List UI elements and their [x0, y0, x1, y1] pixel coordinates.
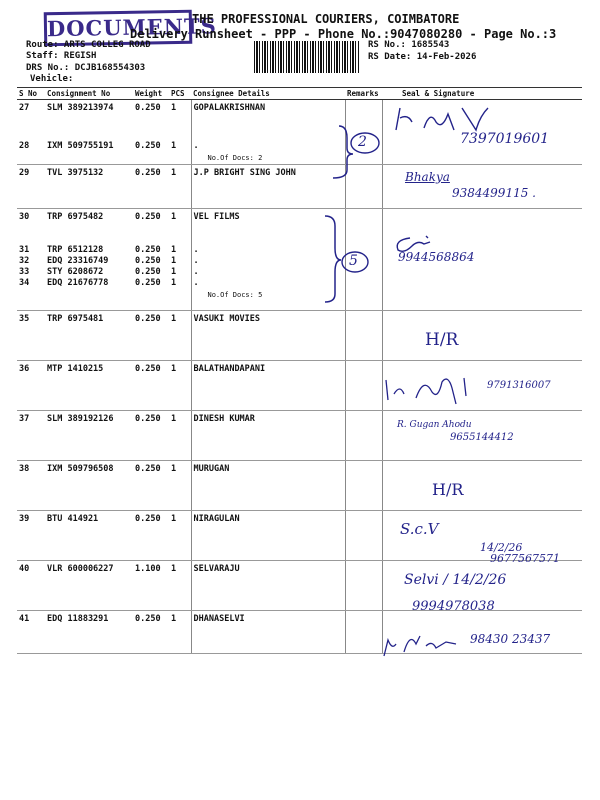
- cell-wt-line: 0.250: [135, 614, 161, 624]
- phone-1: 7397019601: [460, 131, 550, 147]
- cell-pcs-line: 1: [171, 314, 177, 324]
- cell-details-line: .: [193, 267, 199, 277]
- cell-remarks: [345, 361, 382, 411]
- cell-pcs-line: 1: [171, 278, 177, 288]
- signature-7: Selvi / 14/2/26: [404, 572, 507, 588]
- cell-pcs-line: 1: [171, 514, 177, 524]
- cell-details-line: [194, 234, 343, 245]
- remarks-brackets: [325, 98, 385, 318]
- cell-sno: [17, 209, 45, 311]
- cell-details-line: DINESH KUMAR: [193, 414, 255, 424]
- table-body: [17, 100, 582, 654]
- cell-pcs: [169, 611, 191, 654]
- cell-sno-line: 29: [19, 168, 30, 178]
- documents-stamp: DOCUMENTS: [44, 10, 193, 47]
- cell-signature: [382, 311, 582, 361]
- docs-count: No.Of Docs: 2: [207, 154, 263, 162]
- cell-pcs-line: [171, 234, 189, 245]
- cell-cons-line: STY 6208672: [47, 267, 104, 277]
- cell-wt: [133, 411, 169, 461]
- col-pcs: PCS: [169, 88, 191, 100]
- cell-pcs-line: 1: [171, 267, 177, 277]
- hr-mark-2: H/R: [432, 480, 464, 499]
- cell-sno-line: 35: [19, 314, 30, 324]
- table-row: [17, 461, 582, 511]
- staff-label: Staff: REGISH: [26, 51, 97, 61]
- cell-wt-line: 0.250: [135, 141, 161, 151]
- vehicle-label: Vehicle:: [30, 74, 74, 84]
- cell-wt-line: 0.250: [135, 364, 161, 374]
- cell-details-line: [194, 223, 343, 234]
- cell-sno-line: 38: [19, 464, 30, 474]
- company-title: THE PROFESSIONAL COURIERS, COIMBATORE: [192, 12, 460, 26]
- cell-cons-line: [47, 234, 131, 245]
- cell-pcs: [169, 361, 191, 411]
- cell-signature: [382, 461, 582, 511]
- cell-details-line: DHANASELVI: [193, 614, 245, 624]
- phone-5: 9655144412: [450, 432, 514, 443]
- cell-details-line: .: [193, 245, 199, 255]
- cell-cons-line: TRP 6975482: [47, 212, 104, 222]
- cell-cons: [45, 361, 133, 411]
- cell-pcs-line: [171, 223, 189, 234]
- cell-cons-line: VLR 600006227: [47, 564, 114, 574]
- cell-cons: [45, 311, 133, 361]
- cell-cons-line: MTP 1410215: [47, 364, 104, 374]
- cell-pcs-line: 1: [171, 364, 177, 374]
- cell-cons: [45, 411, 133, 461]
- cell-wt: [133, 511, 169, 561]
- runsheet-table: [17, 87, 582, 654]
- cell-wt-line: 1.100: [135, 564, 161, 574]
- cell-sno-line: 41: [19, 614, 30, 624]
- cell-wt-line: 0.250: [135, 267, 161, 277]
- cell-sno: [17, 511, 45, 561]
- cell-cons: [45, 611, 133, 654]
- cell-details-line: VEL FILMS: [193, 212, 240, 222]
- cell-wt: [133, 461, 169, 511]
- cell-wt: [133, 209, 169, 311]
- cell-pcs: [169, 311, 191, 361]
- cell-wt-line: 0.250: [135, 245, 161, 255]
- cell-details: [191, 165, 345, 209]
- cell-details: [191, 361, 345, 411]
- cell-details-line: MURUGAN: [193, 464, 230, 474]
- cell-cons: [45, 461, 133, 511]
- route-label: Route: ARTS COLLEG ROAD: [26, 40, 151, 50]
- cell-cons-line: TRP 6512128: [47, 245, 104, 255]
- cell-sno: [17, 611, 45, 654]
- cell-sno: [17, 461, 45, 511]
- cell-details-line: .: [193, 141, 199, 151]
- cell-wt: [133, 100, 169, 165]
- cell-details-line: .: [193, 278, 199, 288]
- remark-docs-count-2: 5: [349, 253, 358, 269]
- phone-2: 9384499115 .: [452, 186, 536, 200]
- cell-sno: [17, 165, 45, 209]
- cell-sno-line: 27: [19, 103, 30, 113]
- col-details: Consignee Details: [191, 88, 345, 100]
- cell-details: [191, 311, 345, 361]
- cell-details-line: GOPALAKRISHNAN: [193, 103, 266, 113]
- cell-wt: [133, 611, 169, 654]
- col-sno: S No: [17, 88, 45, 100]
- cell-cons-line: SLM 389192126: [47, 414, 114, 424]
- cell-details: [191, 611, 345, 654]
- col-consignment: Consignment No: [45, 88, 133, 100]
- cell-wt-line: 0.250: [135, 414, 161, 424]
- cell-pcs-line: 1: [171, 245, 177, 255]
- cell-sno-line: 28: [19, 141, 30, 151]
- cell-pcs-line: 1: [171, 614, 177, 624]
- cell-pcs-line: 1: [171, 464, 177, 474]
- cell-details: [191, 561, 345, 611]
- cell-remarks: [345, 561, 382, 611]
- cell-details-line: NIRAGULAN: [193, 514, 240, 524]
- phone-8: 98430 23437: [470, 632, 551, 646]
- cell-cons-line: IXM 509796508: [47, 464, 114, 474]
- table-row: [17, 311, 582, 361]
- cell-sno-line: 36: [19, 364, 30, 374]
- cell-remarks: [345, 611, 382, 654]
- cell-wt-line: 0.250: [135, 464, 161, 474]
- cell-cons: [45, 511, 133, 561]
- cell-wt-line: 0.250: [135, 168, 161, 178]
- cell-cons-line: EDQ 11883291: [47, 614, 109, 624]
- cell-sno-line: 34: [19, 278, 30, 288]
- cell-wt: [133, 561, 169, 611]
- cell-cons: [45, 165, 133, 209]
- cell-sno: [17, 100, 45, 165]
- cell-sno-line: 37: [19, 414, 30, 424]
- name-5: R. Gugan Ahodu: [397, 420, 472, 430]
- signature-2: Bhakya: [405, 170, 450, 184]
- phone-6: 9677567571: [490, 552, 560, 565]
- rs-date: RS Date: 14-Feb-2026: [368, 52, 477, 62]
- cell-pcs-line: 1: [171, 168, 177, 178]
- cell-cons-line: TRP 6975481: [47, 314, 104, 324]
- docs-count: No.Of Docs: 5: [207, 291, 263, 299]
- cell-remarks: [345, 311, 382, 361]
- cell-sno: [17, 561, 45, 611]
- signature-8: [380, 622, 470, 658]
- cell-pcs-line: 1: [171, 256, 177, 266]
- cell-wt: [133, 165, 169, 209]
- cell-sno-line: 30: [19, 212, 30, 222]
- cell-details: [191, 100, 345, 165]
- cell-pcs: [169, 511, 191, 561]
- cell-sno: [17, 411, 45, 461]
- cell-sno-line: [19, 223, 43, 234]
- table-row: [17, 209, 582, 311]
- col-weight: Weight: [133, 88, 169, 100]
- cell-wt: [133, 361, 169, 411]
- signature-6: S.c.V: [400, 520, 439, 538]
- cell-cons-line: SLM 389213974: [47, 103, 114, 113]
- col-remarks: Remarks: [345, 88, 382, 100]
- rs-number: RS No.: 1685543: [368, 40, 450, 50]
- runsheet-subtitle: Delivery Runsheet - PPP - Phone No.:9047080280 - Page No.:3: [130, 27, 557, 41]
- cell-pcs: [169, 411, 191, 461]
- phone-3: 9944568864: [398, 250, 475, 264]
- cell-pcs: [169, 461, 191, 511]
- phone-4: 9791316007: [487, 380, 551, 391]
- cell-details-line: SELVARAJU: [193, 564, 240, 574]
- cell-wt-line: 0.250: [135, 103, 161, 113]
- cell-details: [191, 511, 345, 561]
- cell-pcs-line: 1: [171, 212, 177, 222]
- cell-cons-line: TVL 3975132: [47, 168, 104, 178]
- cell-cons-line: EDQ 21676778: [47, 278, 109, 288]
- cell-pcs: [169, 165, 191, 209]
- cell-remarks: [345, 461, 382, 511]
- cell-details: [191, 411, 345, 461]
- table-header: [17, 88, 582, 100]
- cell-pcs: [169, 209, 191, 311]
- cell-pcs-line: 1: [171, 141, 177, 151]
- barcode: [254, 41, 360, 73]
- cell-sno-line: 39: [19, 514, 30, 524]
- cell-wt-line: 0.250: [135, 212, 161, 222]
- cell-cons: [45, 209, 133, 311]
- cell-remarks: [345, 511, 382, 561]
- cell-sno-line: [19, 234, 43, 245]
- signature-4: [380, 370, 490, 406]
- cell-details-line: J.P BRIGHT SING JOHN: [193, 168, 296, 178]
- cell-pcs: [169, 561, 191, 611]
- cell-wt: [133, 311, 169, 361]
- phone-7: 9994978038: [412, 599, 495, 614]
- cell-wt-line: [135, 234, 167, 245]
- cell-remarks: [345, 411, 382, 461]
- cell-wt-line: 0.250: [135, 314, 161, 324]
- cell-cons-line: [47, 223, 131, 234]
- col-signature: Seal & Signature: [382, 88, 582, 100]
- cell-cons: [45, 100, 133, 165]
- cell-cons: [45, 561, 133, 611]
- cell-wt-line: 0.250: [135, 256, 161, 266]
- cell-sno-line: 40: [19, 564, 30, 574]
- cell-sno-line: 32: [19, 256, 30, 266]
- cell-sno-line: 31: [19, 245, 30, 255]
- cell-details-line: BALATHANDAPANI: [193, 364, 266, 374]
- cell-wt-line: 0.250: [135, 514, 161, 524]
- remark-docs-count-1: 2: [358, 134, 367, 150]
- cell-pcs: [169, 100, 191, 165]
- cell-details: [191, 209, 345, 311]
- cell-sno: [17, 361, 45, 411]
- cell-cons-line: EDQ 23316749: [47, 256, 109, 266]
- drs-label: DRS No.: DCJB168554303: [26, 63, 146, 73]
- cell-details: [191, 461, 345, 511]
- hr-mark-1: H/R: [425, 330, 459, 350]
- cell-pcs-line: 1: [171, 564, 177, 574]
- cell-pcs-line: 1: [171, 414, 177, 424]
- cell-wt-line: 0.250: [135, 278, 161, 288]
- cell-details-line: .: [193, 256, 199, 266]
- cell-sno: [17, 311, 45, 361]
- cell-cons-line: IXM 509755191: [47, 141, 114, 151]
- cell-wt-line: [135, 223, 167, 234]
- cell-cons-line: BTU 414921: [47, 514, 99, 524]
- cell-details-line: VASUKI MOVIES: [193, 314, 261, 324]
- date-6: 14/2/26: [480, 541, 523, 554]
- cell-pcs-line: 1: [171, 103, 177, 113]
- cell-sno-line: 33: [19, 267, 30, 277]
